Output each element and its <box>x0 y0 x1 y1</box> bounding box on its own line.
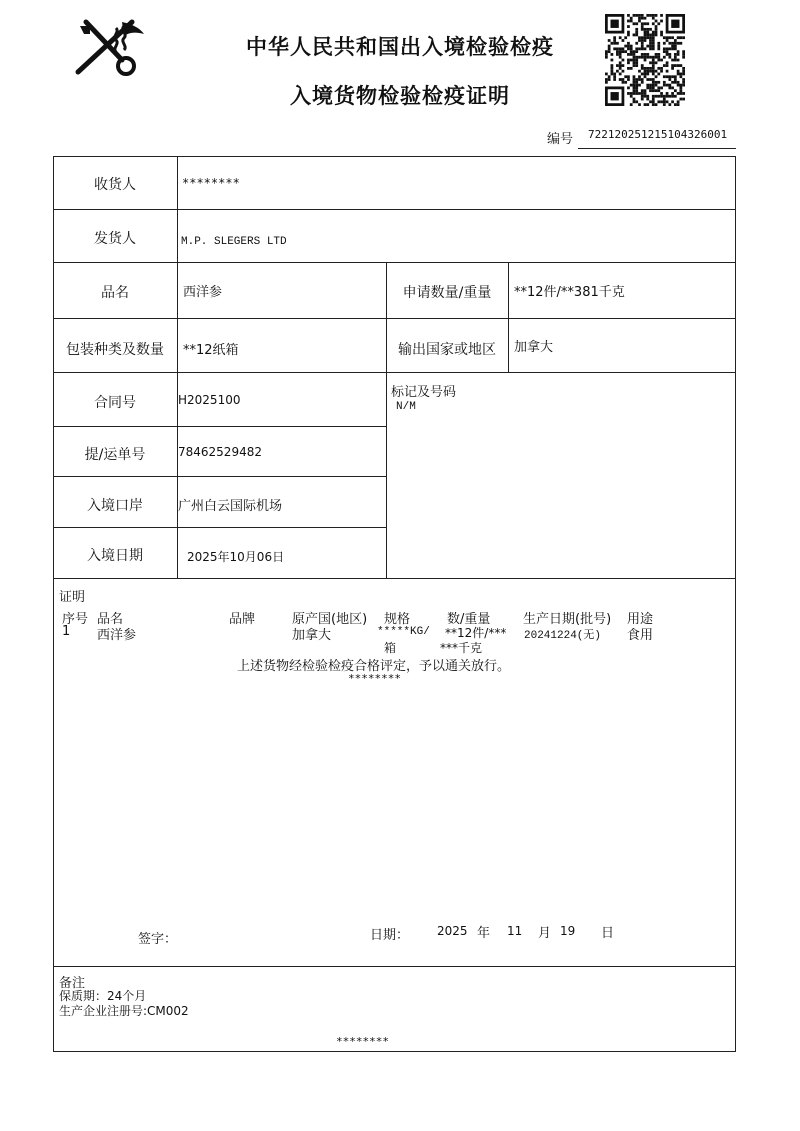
origin-country-label: 输出国家或地区 <box>398 342 496 358</box>
row-qty: **12件/*** <box>445 626 507 640</box>
row-name: 西洋参 <box>97 628 137 643</box>
col-header-origin: 原产国(地区) <box>292 612 368 627</box>
proof-label: 证明 <box>59 590 86 605</box>
proof-statement: 上述货物经检验检疫合格评定，予以通关放行。 <box>237 659 511 674</box>
col-header-use: 用途 <box>627 612 654 627</box>
date-day-unit: 日 <box>601 926 615 941</box>
date-month-unit: 月 <box>538 926 552 941</box>
date-day: 19 <box>560 924 576 938</box>
row-qty-weight: ***千克 <box>440 641 483 655</box>
row-use: 食用 <box>627 628 654 643</box>
consignee-label: 收货人 <box>94 177 136 193</box>
col-header-qty: 数/重量 <box>447 612 491 627</box>
consignor-label: 发货人 <box>94 231 136 247</box>
product-label: 品名 <box>101 285 129 301</box>
consignee-value: ******** <box>182 176 240 190</box>
packing-label: 包装种类及数量 <box>66 342 164 358</box>
row-spec: *****KG/ <box>377 626 430 638</box>
product-value: 西洋参 <box>183 285 223 300</box>
footer-stars: ******** <box>336 1035 389 1048</box>
entry-date-value: 2025年10月06日 <box>187 550 285 564</box>
bill-of-lading-label: 提/运单号 <box>84 447 146 463</box>
col-header-prod-date: 生产日期(批号) <box>523 612 612 627</box>
row-no: 1 <box>62 624 71 639</box>
date-month: 11 <box>507 924 523 938</box>
contract-value: H2025100 <box>178 393 241 407</box>
quantity-label: 申请数量/重量 <box>402 285 492 301</box>
remarks-registration: 生产企业注册号:CM002 <box>59 1004 189 1018</box>
packing-value: **12纸箱 <box>183 343 239 358</box>
remarks-shelf-life: 保质期：24个月 <box>59 989 147 1003</box>
date-year-unit: 年 <box>477 926 491 941</box>
col-header-brand: 品牌 <box>229 612 256 627</box>
row-prod-date: 20241224(无) <box>524 630 602 642</box>
qr-code-icon <box>605 14 685 106</box>
document-title: 中华人民共和国出入境检验检疫 <box>246 35 554 59</box>
date-label: 日期： <box>370 928 410 943</box>
cert-no-value: 722120251215104326001 <box>588 128 728 141</box>
entry-port-label: 入境口岸 <box>87 498 143 514</box>
contract-label: 合同号 <box>94 395 136 411</box>
quantity-value: **12件/**381千克 <box>514 285 625 300</box>
marks-label: 标记及号码 <box>391 385 457 400</box>
row-origin: 加拿大 <box>292 628 332 643</box>
remarks-label: 备注 <box>59 976 86 991</box>
marks-value: N/M <box>396 401 416 413</box>
consignor-value: M.P. SLEGERS LTD <box>181 236 287 248</box>
col-header-spec: 规格 <box>384 612 411 627</box>
cert-no-label: 编号 <box>547 132 574 147</box>
proof-stars: ******** <box>348 672 401 685</box>
document-subtitle: 入境货物检验检疫证明 <box>290 84 510 108</box>
col-header-no: 序号 <box>62 612 89 627</box>
col-header-name: 品名 <box>97 612 124 627</box>
entry-date-label: 入境日期 <box>87 548 143 564</box>
entry-port-value: 广州白云国际机场 <box>178 499 283 514</box>
sign-label: 签字： <box>138 932 178 947</box>
row-spec-unit: 箱 <box>384 641 397 655</box>
date-year: 2025 <box>437 924 468 938</box>
origin-country-value: 加拿大 <box>514 340 554 355</box>
bill-of-lading-value: 78462529482 <box>178 445 262 459</box>
